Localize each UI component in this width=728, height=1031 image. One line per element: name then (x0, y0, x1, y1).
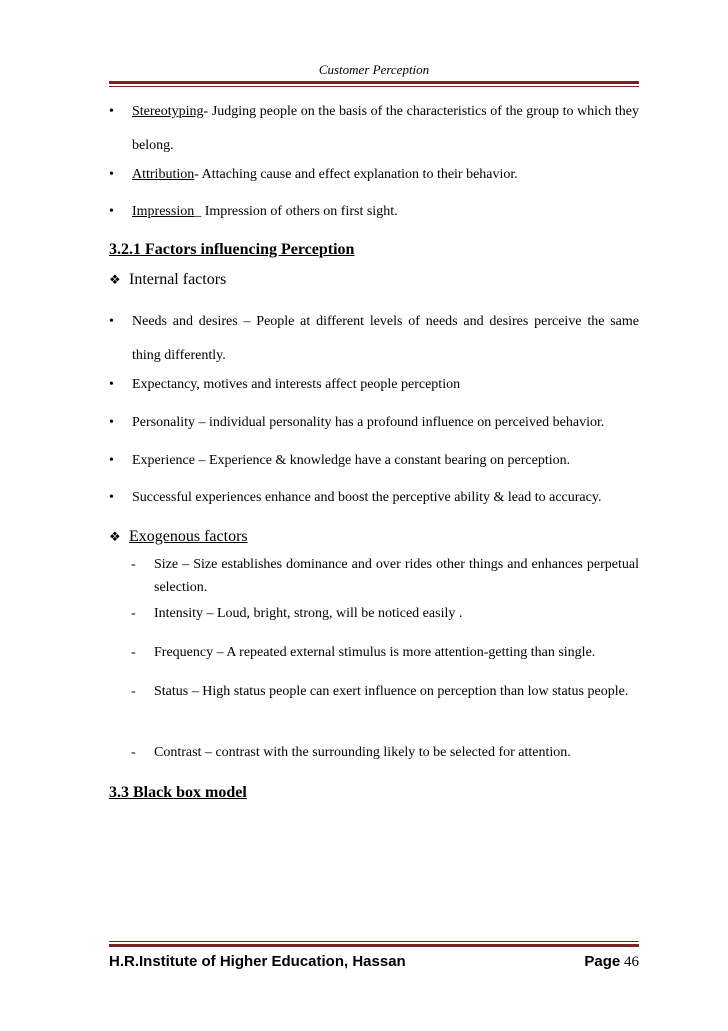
list-item: Status – High status people can exert influence on perception than low status people. (154, 684, 629, 699)
dash-marker: - (131, 745, 136, 760)
dash-marker: - (131, 645, 136, 660)
subheading-internal-factors (109, 271, 226, 289)
term-attribution: Attribution (132, 167, 195, 182)
bullet-marker: • (109, 104, 114, 119)
list-item: Size – Size establishes dominance and over rides other things and enhances perpetual selection. (154, 557, 639, 595)
diamond-bullet-icon: ❖ (109, 529, 121, 544)
dash-marker: - (131, 606, 136, 621)
bullet-marker: • (109, 490, 114, 505)
list-item: Needs and desires – People at different levels of needs and desires perceive the same thing differently. (132, 314, 639, 363)
list-item: Personality – individual personality has a profound influence on perceived behavior. (132, 415, 605, 430)
running-header: Customer Perception (318, 62, 430, 77)
definition-stereotyping: - Judging people on the basis of the characteristics of the group to which they belong. (132, 104, 639, 153)
section-heading-3-2-1: 3.2.1 Factors influencing Perception (109, 241, 355, 258)
bullet-marker: • (109, 377, 114, 392)
page-label: Page (584, 953, 621, 970)
list-item: Frequency – A repeated external stimulus is more attention-getting than single. (154, 645, 596, 660)
bullet-marker: • (109, 314, 114, 329)
term-stereotyping: Stereotyping (132, 104, 204, 119)
header-rule (109, 81, 639, 84)
list-item: Intensity – Loud, bright, strong, will be noticed easily . (154, 606, 463, 621)
list-item: Successful experiences enhance and boost the perceptive ability & lead to accuracy. (132, 490, 602, 505)
term-impression: Impression (132, 204, 195, 219)
footer-institute: H.R.Institute of Higher Education, Hassan (109, 953, 406, 970)
list-item-attribution (132, 166, 639, 184)
definition-attribution: - Attaching cause and effect explanation to their behavior. (194, 167, 518, 182)
page-number: 46 (624, 954, 639, 970)
footer-rule (109, 944, 639, 947)
section-heading-3-3: 3.3 Black box model (109, 784, 247, 801)
list-item-stereotyping (132, 95, 639, 163)
bullet-marker: • (109, 204, 114, 219)
subheading-exogenous-factors (109, 528, 248, 546)
diamond-bullet-icon: ❖ (109, 272, 121, 287)
footer-rule-thin (109, 941, 639, 942)
subheading-label: Internal factors (129, 271, 227, 288)
dash-marker: - (131, 557, 136, 572)
subheading-label: Exogenous factors (129, 528, 248, 545)
dash-marker: - (131, 684, 136, 699)
bullet-marker: • (109, 167, 114, 182)
header-rule-thin (109, 86, 639, 87)
footer-page (584, 953, 639, 971)
list-item: Experience – Experience & knowledge have a constant bearing on perception. (132, 453, 571, 468)
list-item-impression (132, 203, 639, 221)
list-item: Expectancy, motives and interests affect people perception (132, 377, 461, 392)
bullet-marker: • (109, 453, 114, 468)
definition-impression: _ Impression of others on first sight. (194, 204, 398, 219)
bullet-marker: • (109, 415, 114, 430)
list-item: Contrast – contrast with the surrounding likely to be selected for attention. (154, 745, 571, 760)
